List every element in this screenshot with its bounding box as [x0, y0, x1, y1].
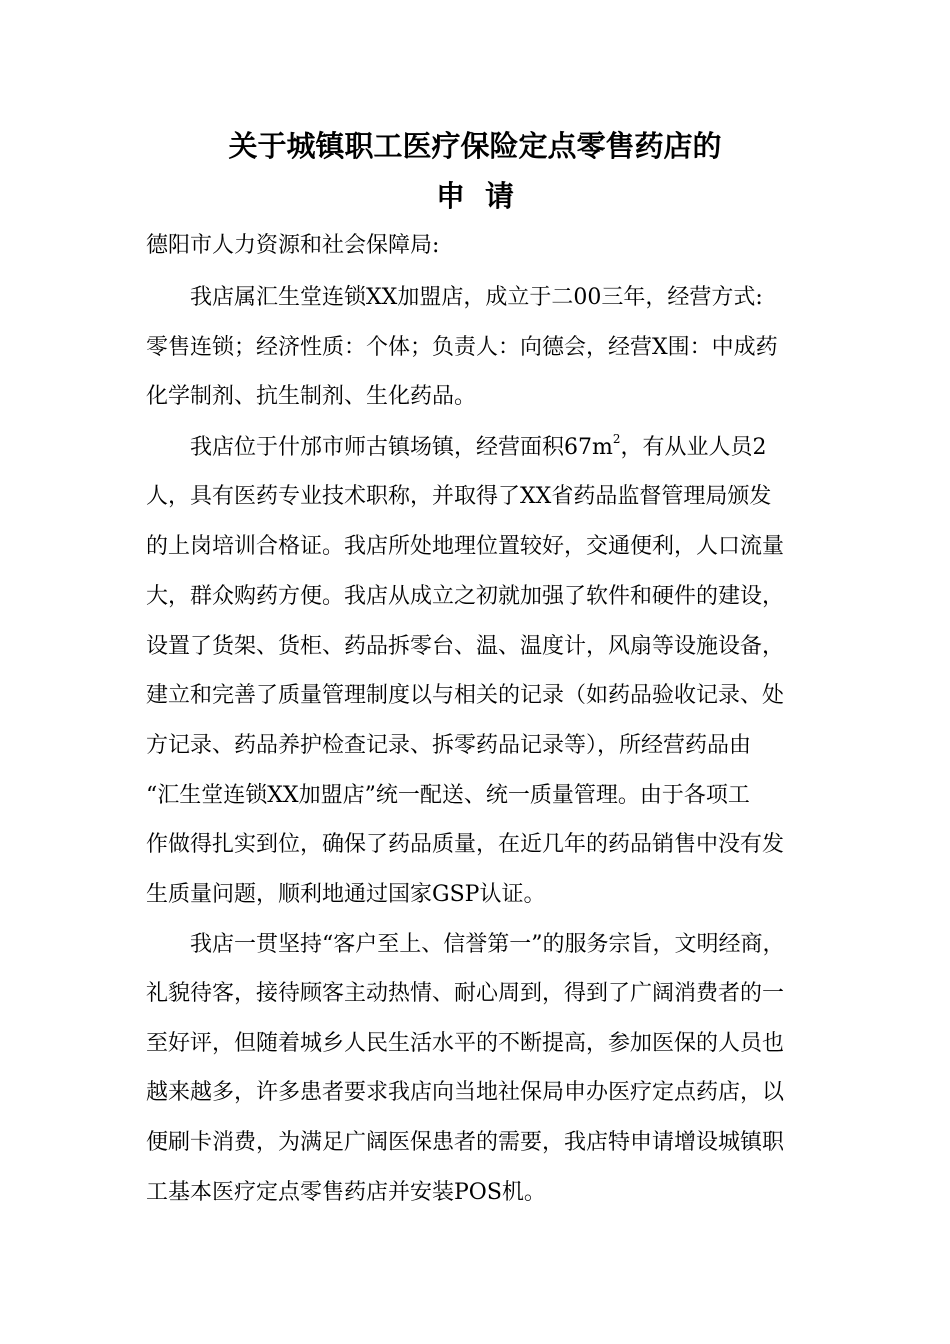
paragraph-line	[190, 432, 767, 460]
paragraph-line: 便刷卡消费，为满足广阔医保患者的需要，我店特申请增设城镇职	[146, 1130, 785, 1155]
document-title-subtitle: 申请	[435, 179, 534, 213]
paragraph-line: 至好评，但随着城乡人民生活水平的不断提高，参加医保的人员也	[146, 1031, 785, 1056]
paragraph-line: 建立和完善了质量管理制度以与相关的记录（如药品验收记录、处	[146, 683, 785, 708]
paragraph-line: 大，群众购药方便。我店从成立之初就加强了软件和硬件的建设，	[146, 584, 785, 609]
paragraph-line: 化学制剂、抗生制剂、生化药品。	[146, 384, 477, 409]
salutation: 德阳市人力资源和社会保障局:	[146, 233, 440, 258]
paragraph-line: 零售连锁；经济性质：个体；负责人：向德会，经营X围：中成药	[146, 335, 778, 360]
paragraph-line: 设置了货架、货柜、药品拆零台、温、温度计，风扇等设施设备，	[146, 634, 785, 659]
paragraph-line: 我店属汇生堂连锁XX加盟店，成立于二00三年，经营方式:	[190, 285, 763, 310]
staff-text: ，有从业人员2	[620, 435, 767, 460]
area-text: 我店位于什邡市师古镇场镇，经营面积67m	[190, 435, 613, 460]
paragraph-line: 工基本医疗定点零售药店并安装POS机。	[146, 1180, 546, 1205]
superscript: 2	[612, 432, 621, 446]
paragraph-line: 的上岗培训合格证。我店所处地理位置较好，交通便利，人口流量	[146, 534, 785, 559]
paragraph-line: 我店一贯坚持“客户至上、信誉第一”的服务宗旨，文明经商，	[190, 932, 785, 957]
paragraph-line: 方记录、药品养护检查记录、拆零药品记录等），所经营药品由	[146, 733, 752, 758]
document-title: 关于城镇职工医疗保险定点零售药店的	[228, 129, 722, 163]
paragraph-line: 生质量问题，顺利地通过国家GSP认证。	[146, 882, 546, 907]
paragraph-line: 人，具有医药专业技术职称，并取得了XX省药品监督管理局颁发	[146, 484, 772, 509]
paragraph-line: 越来越多，许多患者要求我店向当地社保局申办医疗定点药店，以	[146, 1080, 785, 1105]
paragraph-line: 作做得扎实到位，确保了药品质量，在近几年的药品销售中没有发	[146, 832, 785, 857]
paragraph-line: 礼貌待客，接待顾客主动热情、耐心周到，得到了广阔消费者的一	[146, 981, 785, 1006]
paragraph-line: “汇生堂连锁XX加盟店”统一配送、统一质量管理。由于各项工	[146, 783, 750, 808]
